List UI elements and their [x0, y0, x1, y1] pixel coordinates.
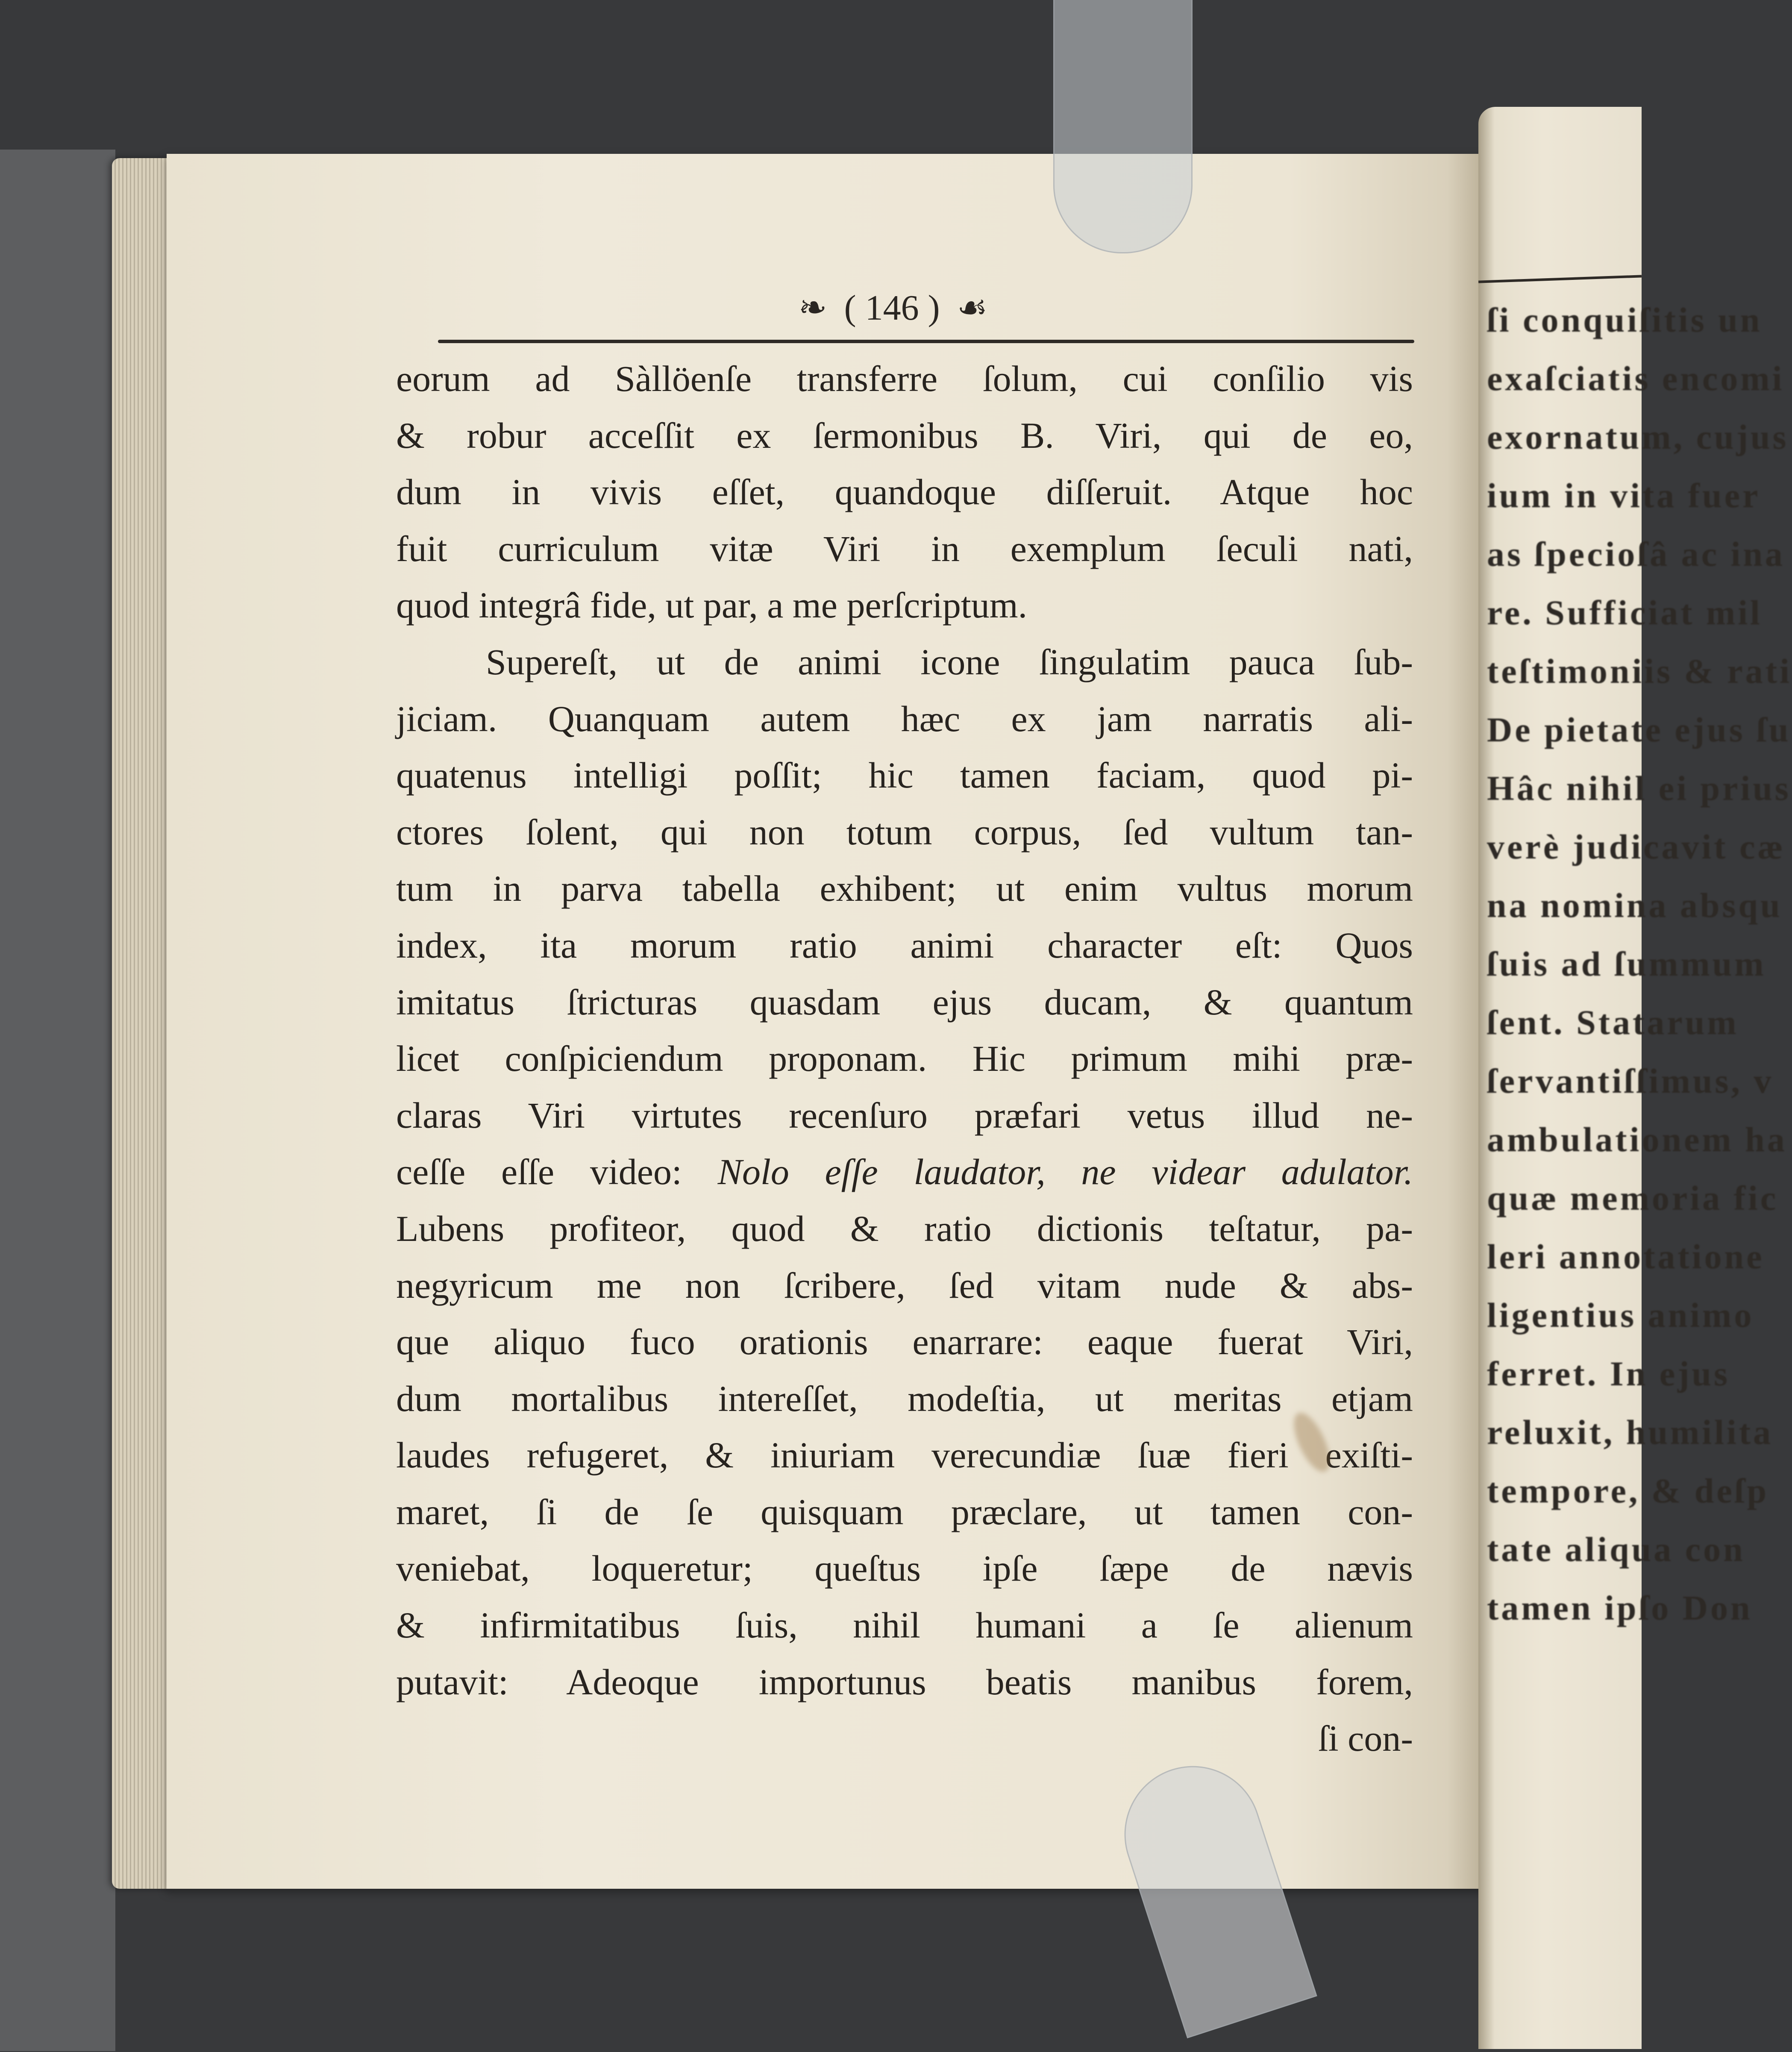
facing-page-line: De pietate ejus ſu — [1487, 710, 1791, 749]
text-line: Lubens profiteor, quod & ratio dictionis teſtatur, pa- — [396, 1208, 1413, 1249]
facing-page-line: quæ memoria fic — [1487, 1179, 1779, 1217]
facing-page-line: Hâc nihil ei prius — [1487, 769, 1791, 808]
glass-clip-top — [1053, 0, 1193, 253]
facing-page-line: na nomina absqu — [1487, 886, 1783, 925]
text-line: licet conſpiciendum proponam. Hic primum mihi præ- — [396, 1038, 1413, 1079]
facing-page-line: leri annotatione — [1487, 1237, 1765, 1276]
text-line: maret, ſi de ſe quisquam præclare, ut tamen con- — [396, 1491, 1413, 1532]
catchword: ſi con- — [1318, 1718, 1413, 1759]
facing-page-line: tempore, & deſp — [1487, 1471, 1769, 1510]
text-line: jiciam. Quanquam autem hæc ex jam narratis ali- — [396, 698, 1413, 739]
facing-page-line: verè judicavit cæ — [1487, 827, 1786, 866]
text-line: & robur acceſſit ex ſermonibus B. Viri, qui de eo, — [396, 415, 1413, 456]
facing-page-line: exaſciatis encomi — [1487, 359, 1785, 398]
text-line — [396, 1144, 1413, 1200]
facing-page-line: ium in vita fuer — [1487, 476, 1761, 515]
text-line: claras Viri virtutes recenſuro præfari vetus illud ne- — [396, 1094, 1413, 1136]
facing-page-line: ligentius animo — [1487, 1296, 1754, 1335]
text-line: Supereſt, ut de animi icone ſingulatim pauca ſub- — [486, 641, 1413, 682]
facing-page-line: as ſpecioſâ ac ina — [1487, 535, 1785, 573]
page-edges — [112, 158, 172, 1889]
header-rule — [438, 340, 1414, 343]
facing-page-line: ambulationem ha — [1487, 1120, 1787, 1159]
text-line: dum in vivis eſſet, quandoque diſſeruit. Atque hoc — [396, 471, 1413, 513]
ornament-left-icon: ❧ — [798, 289, 827, 327]
facing-page-text — [1487, 291, 1792, 1637]
text-line: quatenus intelligi poſſit; hic tamen faciam, quod pi- — [396, 755, 1413, 796]
facing-page-line: teſtimoniis & rati — [1487, 652, 1792, 691]
facing-page-line: tamen ipſo Don — [1487, 1588, 1753, 1627]
facing-page-rule — [1478, 275, 1642, 283]
text-line: tum in parva tabella exhibent; ut enim vultus morum — [396, 868, 1413, 909]
text-line: eorum ad Sàllöenſe transferre ſolum, cui conſilio vis — [396, 358, 1413, 399]
ornament-right-icon: ☙ — [957, 289, 988, 327]
text-line: dum mortalibus intereſſet, modeſtia, ut meritas etjam — [396, 1378, 1413, 1419]
text-line: imitatus ſtricturas quasdam ejus ducam, & quantum — [396, 981, 1413, 1023]
facing-page-line: ferret. In ejus — [1487, 1354, 1730, 1393]
text-line: veniebat, loqueretur; queſtus ipſe ſæpe de nævis — [396, 1548, 1413, 1589]
facing-page-line: ſi conquiſitis un — [1487, 300, 1763, 339]
text-line: index, ita morum ratio animi character eſt: Quos — [396, 924, 1413, 966]
page-header — [701, 284, 1085, 331]
text-line: que aliquo fuco orationis enarrare: eaque fuerat Viri, — [396, 1321, 1413, 1363]
facing-page-line: reluxit, humilita — [1487, 1413, 1773, 1452]
facing-page — [1478, 107, 1792, 2049]
facing-page-line: ſervantiſſimus, v — [1487, 1061, 1774, 1100]
text-italic-quote: Nolo eſſe laudator, ne videar adulator. — [717, 1151, 1413, 1193]
text-line: fuit curriculum vitæ Viri in exemplum ſeculi nati, — [396, 528, 1413, 569]
facing-page-line: ſent. Statarum — [1487, 1003, 1739, 1042]
facing-page-line: exornatum, cujus — [1487, 417, 1789, 456]
facing-page-line: ſuis ad ſummum — [1487, 944, 1766, 983]
facing-page-line: re. Sufficiat mil — [1487, 593, 1763, 632]
text-line: quod integrâ fide, ut par, a me perſcriptum. — [396, 585, 1028, 626]
page-number: ( 146 ) — [844, 288, 940, 328]
background-strip — [0, 150, 115, 2051]
text-line: laudes refugeret, & iniuriam verecundiæ ſuæ fieri exiſti- — [396, 1435, 1413, 1476]
text-line: & infirmitatibus ſuis, nihil humani a ſe alienum — [396, 1605, 1413, 1646]
text-line: putavit: Adeoque importunus beatis manibus forem, — [396, 1661, 1413, 1702]
text-line: negyricum me non ſcribere, ſed vitam nude & abs- — [396, 1264, 1413, 1306]
text-roman: ceſſe eſſe video: — [396, 1151, 718, 1193]
body-text — [396, 350, 1413, 1767]
facing-page-line: tate aliqua con — [1487, 1530, 1745, 1569]
text-line: ctores ſolent, qui non totum corpus, ſed vultum tan- — [396, 811, 1413, 853]
